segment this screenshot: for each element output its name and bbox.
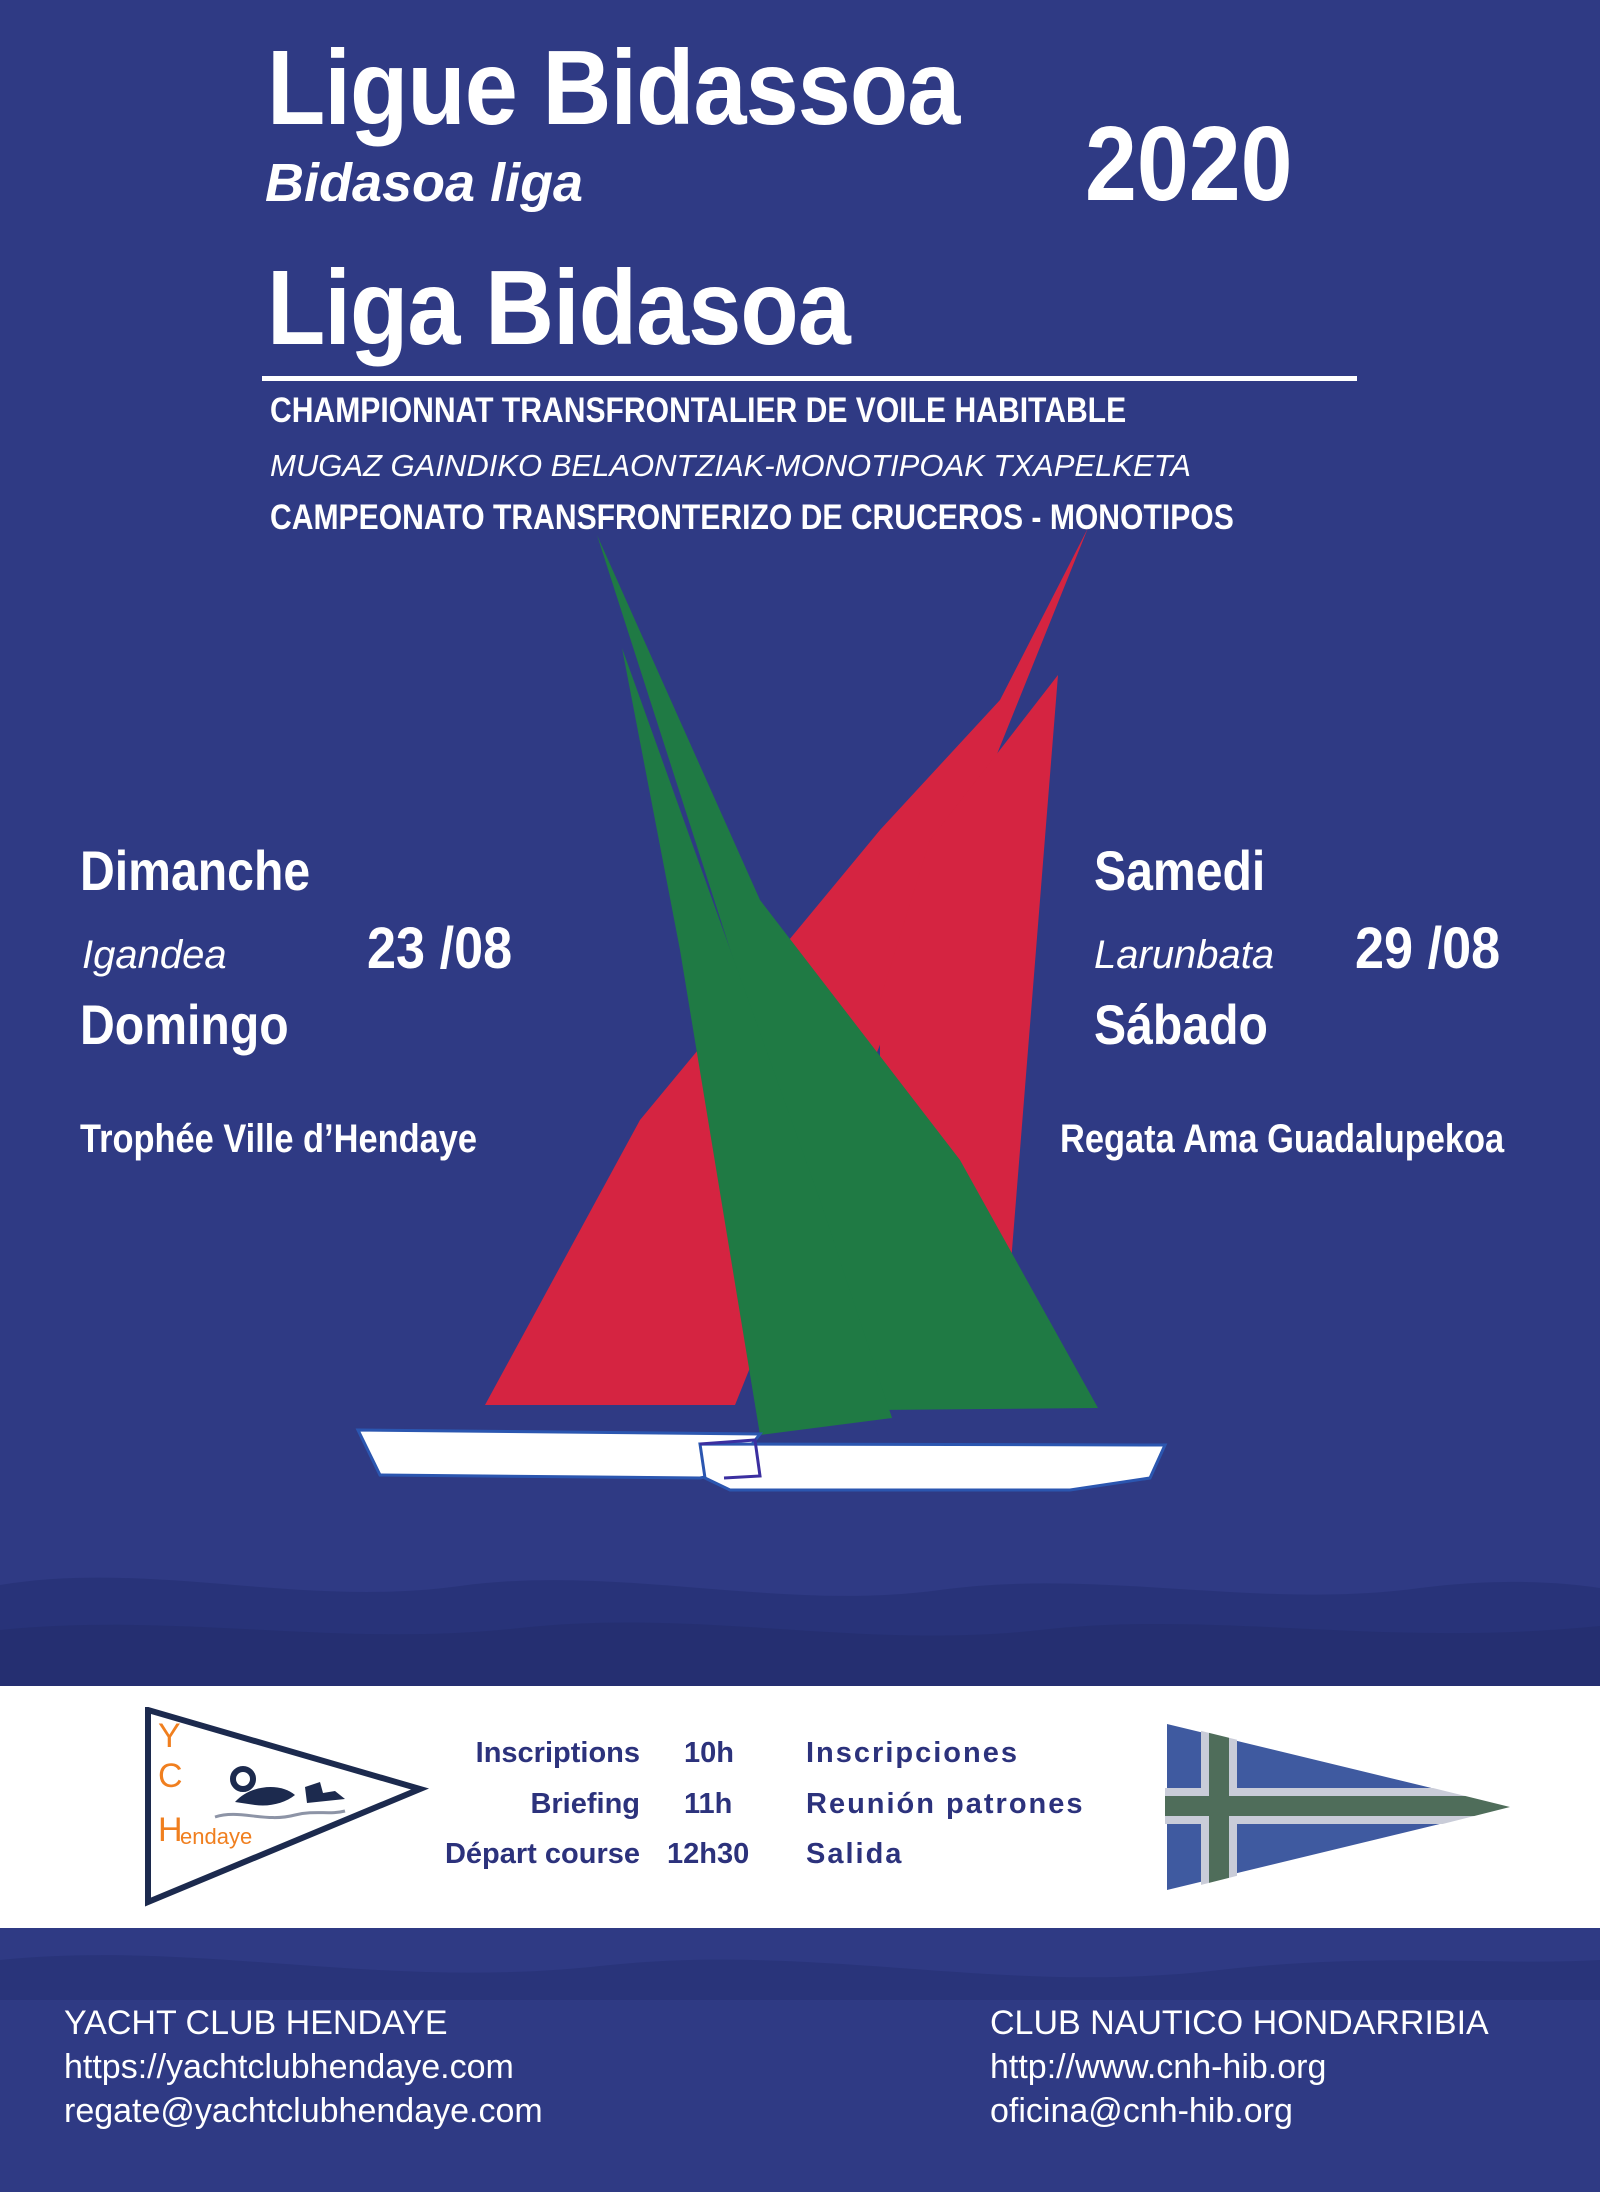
schedule-label-es-3: Salida	[806, 1838, 904, 1870]
left-day-spanish: Domingo	[80, 993, 289, 1056]
schedule-label-fr-2: Briefing	[530, 1788, 640, 1820]
ych-letter-c: C	[158, 1757, 183, 1795]
right-date: 29 /08	[1355, 916, 1501, 981]
ych-pennant-logo	[145, 1707, 430, 1907]
schedule-time-1: 10h	[684, 1737, 734, 1769]
schedule-label-fr-3: Départ course	[444, 1838, 640, 1870]
ych-letter-h: H	[158, 1811, 183, 1849]
schedule-time-3: 12h30	[667, 1838, 750, 1870]
wave-upper-2	[0, 1622, 1600, 1686]
boat-hull-back	[358, 1430, 760, 1478]
boat-hull-front	[700, 1444, 1165, 1490]
right-day-french: Samedi	[1094, 839, 1266, 902]
schedule-label-es-1: Inscripciones	[806, 1737, 1019, 1769]
left-event-name: Trophée Ville d’Hendaye	[80, 1117, 478, 1161]
title-line-1: Ligue Bidassoa	[267, 29, 960, 147]
footer-right-club-name: CLUB NAUTICO HONDARRIBIA	[990, 2004, 1489, 2042]
title-line-2: Bidasoa liga	[265, 153, 584, 213]
subtitle-basque: MUGAZ GAINDIKO BELAONTZIAK-MONOTIPOAK TXAPELKETA	[270, 448, 1191, 483]
footer-left-club-name: YACHT CLUB HENDAYE	[64, 2004, 448, 2042]
footer-right-url[interactable]: http://www.cnh-hib.org	[990, 2048, 1327, 2086]
subtitle-spanish: CAMPEONATO TRANSFRONTERIZO DE CRUCEROS - MONOTIPOS	[270, 498, 1234, 537]
right-day-spanish: Sábado	[1094, 993, 1268, 1056]
schedule-time-2: 11h	[684, 1788, 733, 1820]
left-day-basque: Igandea	[82, 933, 227, 977]
cnh-pennant-logo	[1165, 1722, 1510, 1894]
right-event-name: Regata Ama Guadalupekoa	[1060, 1117, 1505, 1161]
footer-left-email[interactable]: regate@yachtclubhendaye.com	[64, 2092, 543, 2130]
title-line-3: Liga Bidasoa	[267, 249, 850, 367]
wave-lower	[0, 1955, 1600, 2000]
ych-letter-y: Y	[158, 1717, 181, 1755]
title-year: 2020	[1085, 105, 1293, 223]
schedule-label-es-2: Reunión patrones	[806, 1788, 1085, 1820]
ych-logo-word: endaye	[180, 1824, 253, 1849]
left-day-french: Dimanche	[80, 839, 311, 902]
footer-right-email[interactable]: oficina@cnh-hib.org	[990, 2092, 1293, 2130]
footer-left-url[interactable]: https://yachtclubhendaye.com	[64, 2048, 514, 2086]
right-day-basque: Larunbata	[1094, 933, 1275, 977]
left-date: 23 /08	[367, 916, 513, 981]
schedule-label-fr-1: Inscriptions	[475, 1737, 640, 1769]
subtitle-french: CHAMPIONNAT TRANSFRONTALIER DE VOILE HABITABLE	[270, 391, 1127, 430]
